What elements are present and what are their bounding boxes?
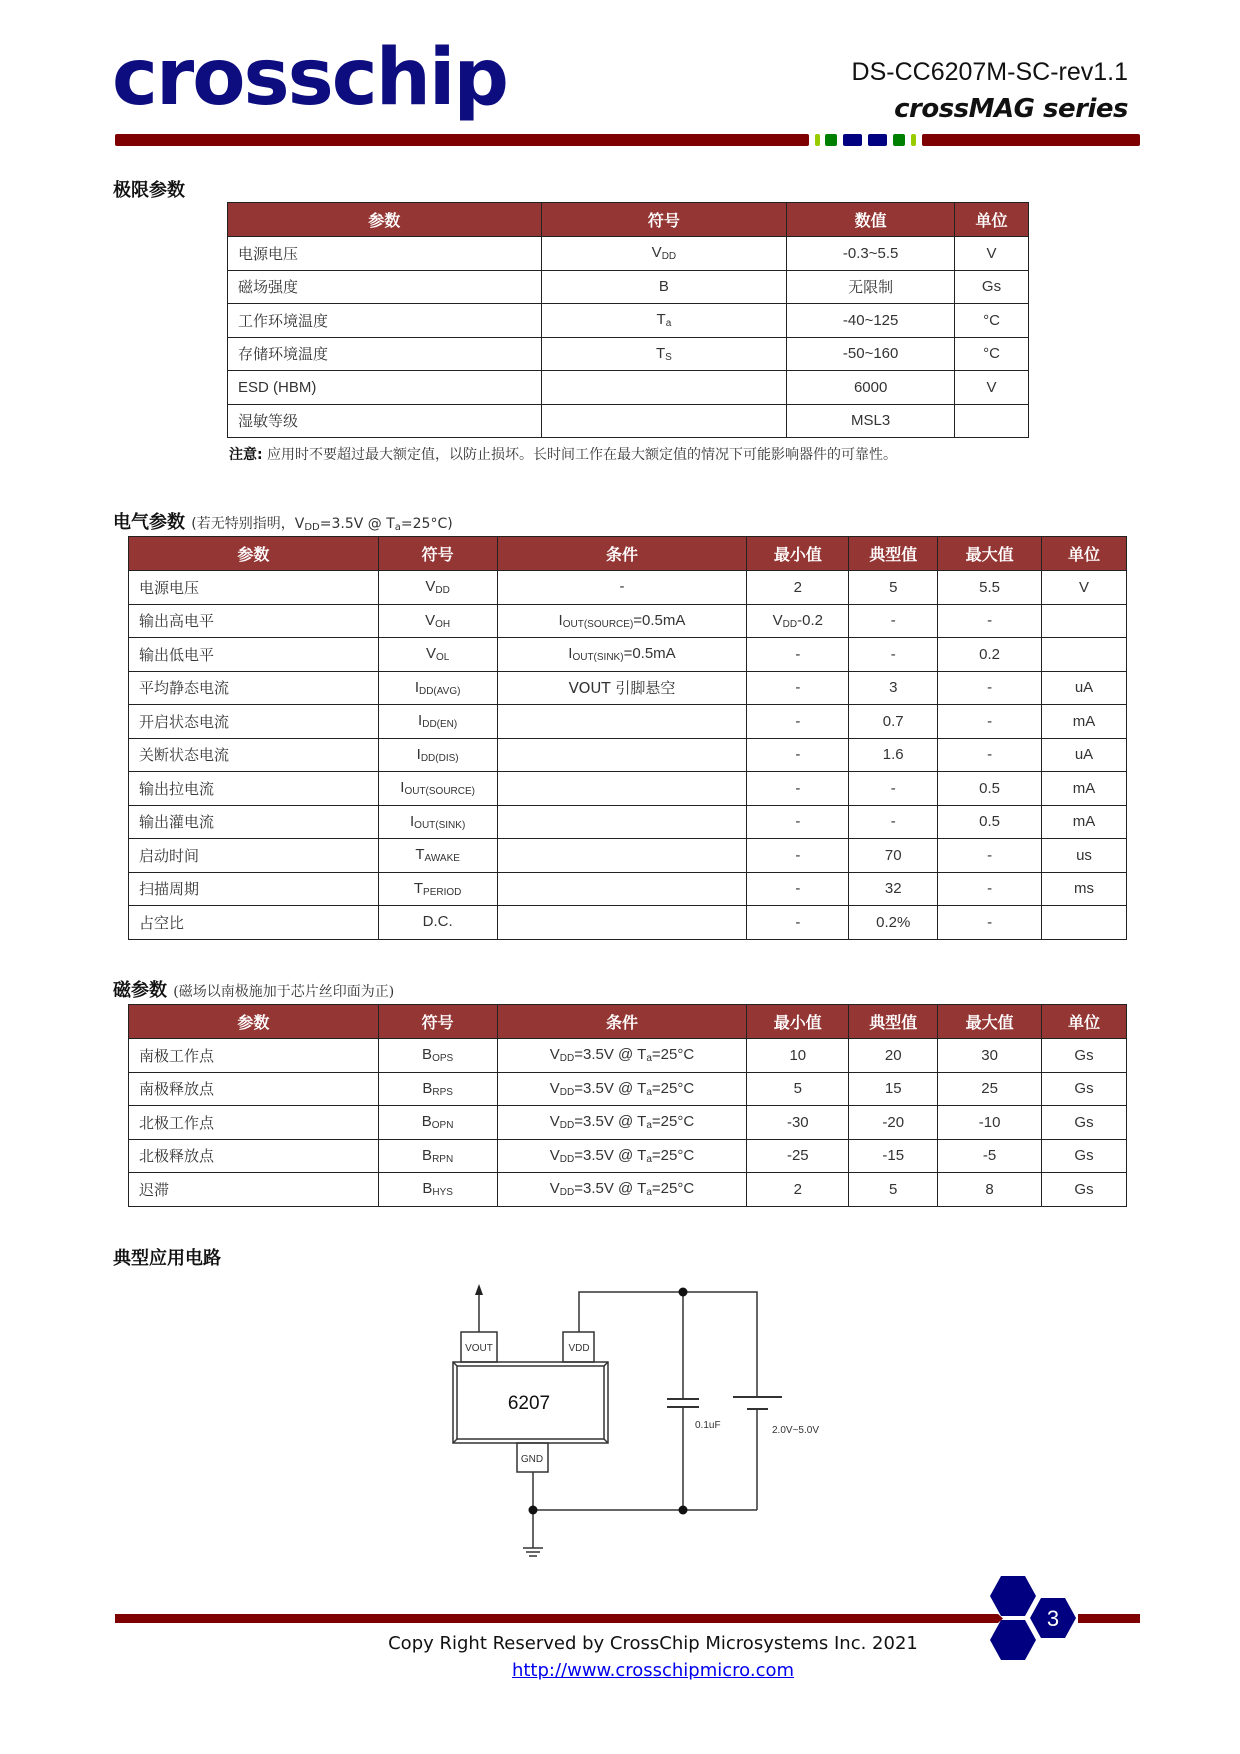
- unit-cell: Gs: [1042, 1173, 1127, 1207]
- max-cell: -: [938, 671, 1042, 705]
- typ-cell: 5: [849, 1173, 938, 1207]
- param-cell: 开启状态电流: [129, 705, 379, 739]
- typ-cell: 1.6: [849, 738, 938, 772]
- unit-cell: ms: [1042, 872, 1127, 906]
- max-cell: -: [938, 872, 1042, 906]
- typ-cell: -: [849, 772, 938, 806]
- symbol-cell: $I_{DD(AVG)}$: [378, 671, 497, 705]
- capacitor-label: 0.1uF: [695, 1420, 721, 1431]
- param-cell: 输出低电平: [129, 638, 379, 672]
- condition-cell: $V_{DD}=3.5V$ @ $T_a=25^\circ C$: [497, 1173, 747, 1207]
- min-cell: -: [747, 872, 849, 906]
- param-cell: 输出灌电流: [129, 805, 379, 839]
- min-cell: 2: [747, 1173, 849, 1207]
- typ-cell: 15: [849, 1072, 938, 1106]
- max-cell: 25: [938, 1072, 1042, 1106]
- symbol-cell: $I_{DD(DIS)}$: [378, 738, 497, 772]
- table-row: 存储环境温度 $T_S$ -50~160 °C: [228, 337, 1029, 371]
- pin-gnd-label: GND: [520, 1454, 544, 1465]
- typ-cell: 0.2%: [849, 906, 938, 940]
- typ-cell: 3: [849, 671, 938, 705]
- param-cell: 输出高电平: [129, 604, 379, 638]
- min-cell: -: [747, 671, 849, 705]
- param-cell: 北极释放点: [129, 1139, 379, 1173]
- symbol-cell: $V_{OH}$: [378, 604, 497, 638]
- unit-cell: uA: [1042, 738, 1127, 772]
- min-cell: 2: [747, 571, 849, 605]
- condition-cell: $V_{DD}=3.5V$ @ $T_a=25^\circ C$: [497, 1039, 747, 1073]
- param-cell: 北极工作点: [129, 1106, 379, 1140]
- chip-label: 6207: [507, 1393, 551, 1414]
- section-title-circuit: 典型应用电路: [113, 1248, 221, 1269]
- symbol-cell: $B_{OPN}$: [378, 1106, 497, 1140]
- page-number: 3: [1046, 1606, 1060, 1631]
- copyright-text: Copy Right Reserved by CrossChip Microsystems Inc. 2021: [388, 1633, 918, 1654]
- param-cell: 南极工作点: [129, 1039, 379, 1073]
- section-title-magnetic: 磁参数 (磁场以南极施加于芯片丝印面为正): [113, 980, 395, 1001]
- max-cell: -5: [938, 1139, 1042, 1173]
- unit-cell: us: [1042, 839, 1127, 873]
- min-cell: -30: [747, 1106, 849, 1140]
- typ-cell: 20: [849, 1039, 938, 1073]
- typ-cell: 5: [849, 571, 938, 605]
- max-cell: 0.5: [938, 772, 1042, 806]
- typ-cell: -20: [849, 1106, 938, 1140]
- max-cell: 5.5: [938, 571, 1042, 605]
- pin-vout-label: VOUT: [465, 1343, 493, 1354]
- param-cell: 关断状态电流: [129, 738, 379, 772]
- symbol-cell: $V_{DD}$: [378, 571, 497, 605]
- symbol-cell: $T_{AWAKE}$: [378, 839, 497, 873]
- unit-cell: Gs: [1042, 1139, 1127, 1173]
- symbol-cell: $B_{RPN}$: [378, 1139, 497, 1173]
- unit-cell: mA: [1042, 772, 1127, 806]
- symbol-cell: $T_{PERIOD}$: [378, 872, 497, 906]
- abs-max-note: 注意: 应用时不要超过最大额定值，以防止损坏。长时间工作在最大额定值的情况下可能影响器件的可靠性。: [229, 447, 898, 463]
- col-header: 符号: [541, 203, 787, 237]
- condition-cell: $V_{DD}=3.5V$ @ $T_a=25^\circ C$: [497, 1106, 747, 1140]
- pin-vdd-label: VDD: [568, 1343, 590, 1354]
- unit-cell: mA: [1042, 805, 1127, 839]
- electrical-conditions: (若无特别指明，$V_{DD}=3.5V$ @ $T_a=25^\circ C$): [191, 516, 453, 533]
- typ-cell: -: [849, 638, 938, 672]
- min-cell: -: [747, 705, 849, 739]
- table-row: 湿敏等级 MSL3: [228, 404, 1029, 438]
- symbol-cell: $B_{OPS}$: [378, 1039, 497, 1073]
- table-row: 工作环境温度 $T_a$ -40~125 °C: [228, 304, 1029, 338]
- min-cell: -25: [747, 1139, 849, 1173]
- param-cell: 电源电压: [129, 571, 379, 605]
- max-cell: -: [938, 705, 1042, 739]
- max-cell: 0.5: [938, 805, 1042, 839]
- table-header-row: 参数 符号 条件 最小值 典型值 最大值 单位: [129, 1005, 1127, 1039]
- table-header-row: 参数 符号 条件 最小值 典型值 最大值 单位: [129, 537, 1127, 571]
- condition-cell: $V_{DD}=3.5V$ @ $T_a=25^\circ C$: [497, 1139, 747, 1173]
- min-cell: 10: [747, 1039, 849, 1073]
- condition-cell: -: [497, 571, 747, 605]
- typ-cell: -15: [849, 1139, 938, 1173]
- max-cell: 0.2: [938, 638, 1042, 672]
- param-cell: 扫描周期: [129, 872, 379, 906]
- max-cell: -: [938, 738, 1042, 772]
- svg-text:crosschip: crosschip: [112, 36, 507, 123]
- symbol-cell: $I_{OUT(SOURCE)}$: [378, 772, 497, 806]
- condition-cell: $V_{DD}=3.5V$ @ $T_a=25^\circ C$: [497, 1072, 747, 1106]
- param-cell: 占空比: [129, 906, 379, 940]
- condition-cell: VOUT 引脚悬空: [497, 671, 747, 705]
- min-cell: -: [747, 839, 849, 873]
- unit-cell: Gs: [1042, 1106, 1127, 1140]
- website-link[interactable]: http://www.crosschipmicro.com: [511, 1660, 795, 1681]
- hexagon-icon: [990, 1576, 1036, 1616]
- condition-cell: $I_{OUT(SOURCE)}=0.5mA$: [497, 604, 747, 638]
- max-cell: 30: [938, 1039, 1042, 1073]
- min-cell: 5: [747, 1072, 849, 1106]
- min-cell: -: [747, 805, 849, 839]
- unit-cell: Gs: [1042, 1072, 1127, 1106]
- symbol-cell: $V_{OL}$: [378, 638, 497, 672]
- unit-cell: Gs: [1042, 1039, 1127, 1073]
- table-row: 电源电压 $V_{DD}$ -0.3~5.5 V: [228, 237, 1029, 271]
- typ-cell: -: [849, 805, 938, 839]
- max-cell: -: [938, 906, 1042, 940]
- symbol-cell: $B_{RPS}$: [378, 1072, 497, 1106]
- min-cell: $V_{DD}-0.2$: [747, 604, 849, 638]
- website-link-container: [0, 1660, 1240, 1681]
- param-cell: 南极释放点: [129, 1072, 379, 1106]
- min-cell: -: [747, 906, 849, 940]
- table-row: 磁场强度 B 无限制 Gs: [228, 270, 1029, 304]
- max-cell: -: [938, 839, 1042, 873]
- min-cell: -: [747, 772, 849, 806]
- typ-cell: 0.7: [849, 705, 938, 739]
- symbol-cell: $I_{DD(EN)}$: [378, 705, 497, 739]
- min-cell: -: [747, 638, 849, 672]
- max-cell: -: [938, 604, 1042, 638]
- param-cell: 平均静态电流: [129, 671, 379, 705]
- symbol-cell: D.C.: [378, 906, 497, 940]
- max-cell: -10: [938, 1106, 1042, 1140]
- typ-cell: -: [849, 604, 938, 638]
- param-cell: 输出拉电流: [129, 772, 379, 806]
- series-name: crossMAG series: [894, 94, 1128, 124]
- min-cell: -: [747, 738, 849, 772]
- param-cell: 启动时间: [129, 839, 379, 873]
- max-cell: 8: [938, 1173, 1042, 1207]
- condition-cell: $I_{OUT(SINK)}=0.5mA$: [497, 638, 747, 672]
- unit-cell: uA: [1042, 671, 1127, 705]
- col-header: 数值: [787, 203, 955, 237]
- table-row: ESD (HBM) 6000 V: [228, 371, 1029, 405]
- unit-cell: mA: [1042, 705, 1127, 739]
- symbol-cell: $B_{HYS}$: [378, 1173, 497, 1207]
- unit-cell: V: [1042, 571, 1127, 605]
- param-cell: 迟滞: [129, 1173, 379, 1207]
- col-header: 单位: [955, 203, 1029, 237]
- col-header: 参数: [228, 203, 542, 237]
- typ-cell: 70: [849, 839, 938, 873]
- supply-voltage-label: 2.0V~5.0V: [772, 1425, 819, 1436]
- section-title-electrical: 电气参数 (若无特别指明，$V_{DD}=3.5V$ @ $T_a=25^\circ C$): [113, 512, 453, 533]
- symbol-cell: $I_{OUT(SINK)}$: [378, 805, 497, 839]
- document-id: DS-CC6207M-SC-rev1.1: [851, 58, 1128, 86]
- section-title-abs-max: 极限参数: [113, 180, 185, 201]
- typ-cell: 32: [849, 872, 938, 906]
